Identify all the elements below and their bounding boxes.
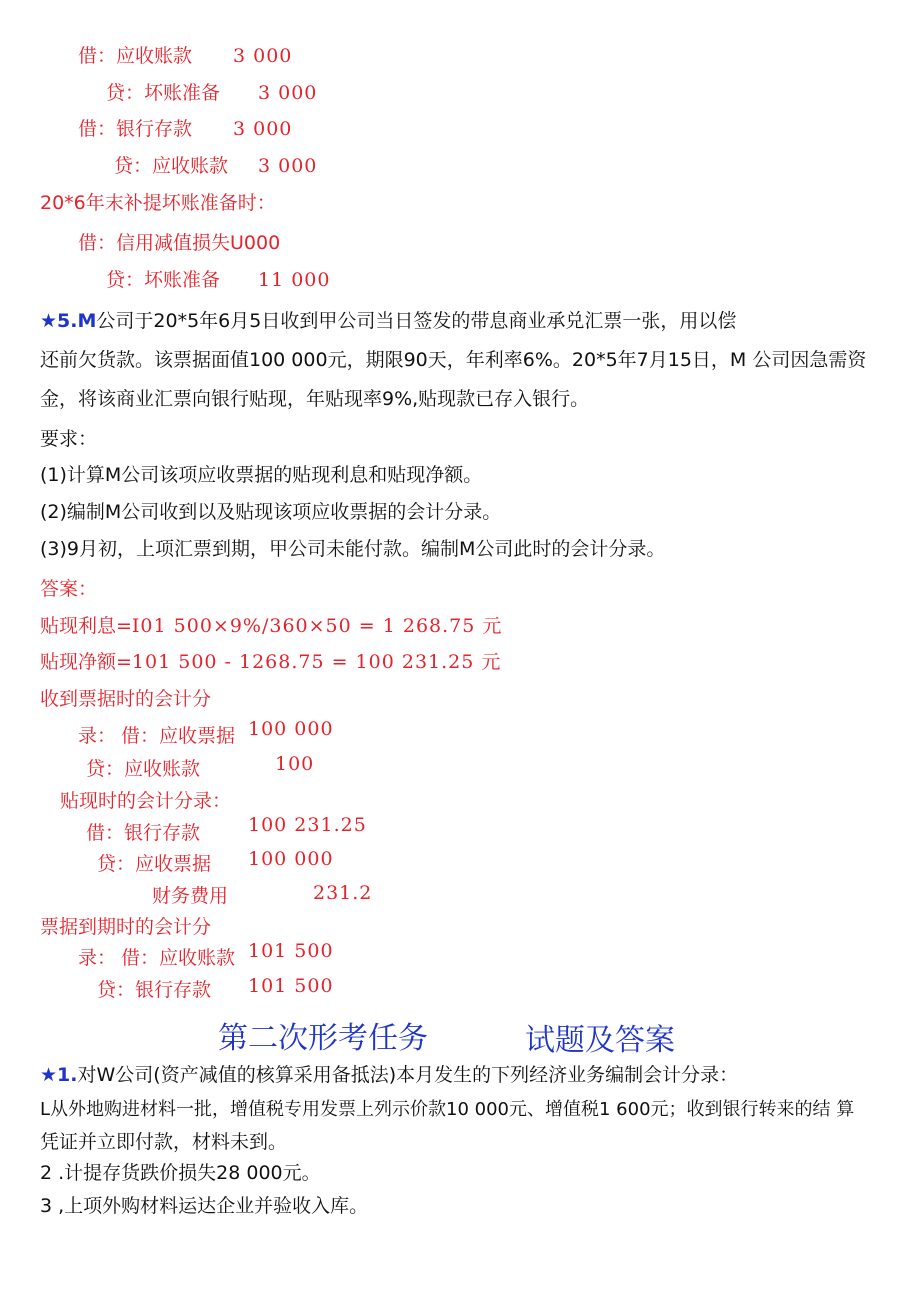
item-2: 2 .计提存货跌价损失28 000元。 <box>40 1162 321 1184</box>
requirements-heading: 要求： <box>40 428 98 450</box>
discount-net-formula: 101 500 - 1268.75 = 100 231.25 元 <box>131 651 502 673</box>
entry-credit-bad-debt-2-label: 贷：坏账准备 <box>106 269 221 291</box>
discount-net-line <box>40 653 501 672</box>
item-1-line-1: L从外地购进材料一批，增值税专用发票上列示价款10 000元、增值税1 600元；收到银行转来的结 算 <box>40 1099 855 1120</box>
entry-finance-expense-amount: 231.2 <box>313 882 373 904</box>
entry-credit-notes-amount: 100 000 <box>248 848 334 870</box>
question-5-line-2: 还前欠货款。该票据面值100 000元，期限90天，年利率6%。20*5年7月15日，M 公司因急需资 <box>40 349 867 371</box>
discount-interest-formula: I01 500×9%/360×50 = 1 268.75 元 <box>131 615 503 637</box>
discount-entry-heading: 贴现时的会计分录： <box>60 790 232 812</box>
question-1-intro <box>40 1066 738 1085</box>
question-text: 对W公司(资产减值的核算采用备抵法)本月发生的下列经济业务编制会计分录： <box>77 1064 739 1086</box>
discount-interest-label: 贴现利息= <box>40 615 132 637</box>
entry-debit-bank-2-amount: 100 231.25 <box>248 814 367 836</box>
entry-credit-bank-label: 贷：银行存款 <box>97 979 212 1001</box>
question-5-line-1 <box>40 312 736 331</box>
entry-debit-ar-3-amount: 101 500 <box>248 940 334 962</box>
entry-debit-bank-2-label: 借：银行存款 <box>86 822 201 844</box>
star-icon: ★ <box>40 1064 58 1086</box>
discount-net-label: 贴现净额= <box>40 651 132 673</box>
entry-debit-notes-label: 借：应收票据 <box>121 725 236 747</box>
item-1-line-2: 凭证并立即付款，材料未到。 <box>40 1131 288 1153</box>
maturity-entry-heading: 票据到期时的会计分 <box>40 916 212 938</box>
entry-credit-bad-debt-2-amount: 11 000 <box>258 269 331 291</box>
item-3: 3 ,上项外购材料运达企业并验收入库。 <box>40 1195 369 1217</box>
entry-debit-bank-label: 借：银行存款 <box>78 118 193 140</box>
entry-credit-notes-label: 贷：应收票据 <box>97 853 212 875</box>
question-text: 公司于20*5年6月5日收到甲公司当日签发的带息商业承兑汇票一张，用以偿 <box>96 310 737 332</box>
question-number: 1. <box>57 1064 78 1086</box>
requirement-3: (3)9月初，上项汇票到期，甲公司未能付款。编制M公司此时的会计分录。 <box>40 538 666 560</box>
entry-debit-ar-amount: 3 000 <box>233 45 293 67</box>
entry-debit-ar-label: 借：应收账款 <box>78 45 193 67</box>
maturity-entry-heading-cont: 录： <box>78 947 117 969</box>
answer-heading: 答案： <box>40 578 98 600</box>
receive-note-heading-cont: 录： <box>78 725 117 747</box>
entry-credit-bad-debt-amount: 3 000 <box>258 82 318 104</box>
requirement-1: (1)计算M公司该项应收票据的贴现利息和贴现净额。 <box>40 464 483 486</box>
entry-credit-bank-amount: 101 500 <box>248 975 334 997</box>
entry-credit-ar-label: 贷：应收账款 <box>114 155 229 177</box>
question-number: 5.M <box>57 310 97 332</box>
section-title-right: 试题及答案 <box>525 1023 675 1058</box>
entry-finance-expense-label: 财务费用 <box>152 885 229 907</box>
entry-credit-ar-amount: 3 000 <box>258 155 318 177</box>
requirement-2: (2)编制M公司收到以及贴现该项应收票据的会计分录。 <box>40 501 502 523</box>
entry-debit-impairment-label: 借：信用减值损失U000 <box>78 232 281 254</box>
entry-debit-ar-3-label: 借：应收账款 <box>121 947 236 969</box>
star-icon: ★ <box>40 310 58 332</box>
receive-note-heading: 收到票据时的会计分 <box>40 688 212 710</box>
discount-interest-line <box>40 617 502 636</box>
entry-debit-bank-amount: 3 000 <box>233 118 293 140</box>
entry-credit-ar-2-label: 贷：应收账款 <box>86 758 201 780</box>
entry-debit-notes-amount: 100 000 <box>248 718 334 740</box>
year-end-provision-heading: 20*6年末补提坏账准备时： <box>40 192 276 214</box>
entry-credit-bad-debt-label: 贷：坏账准备 <box>106 82 221 104</box>
question-5-line-3: 金，将该商业汇票向银行贴现，年贴现率9%,贴现款已存入银行。 <box>40 388 590 410</box>
entry-credit-ar-2-amount: 100 <box>275 753 315 775</box>
section-title-left: 第二次形考任务 <box>218 1021 428 1056</box>
